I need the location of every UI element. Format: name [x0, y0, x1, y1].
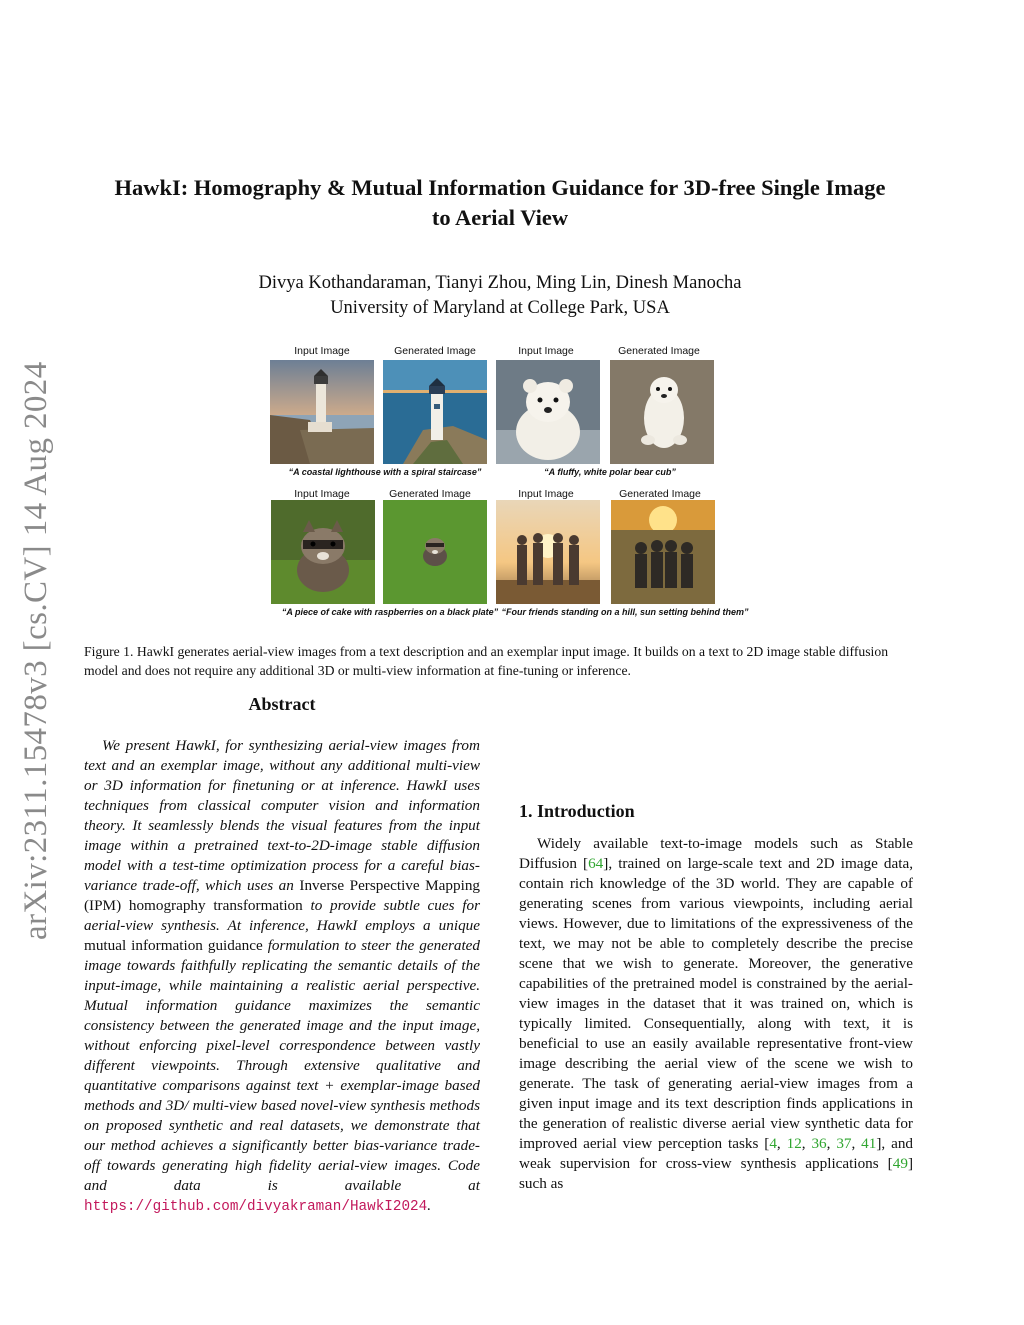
label-input-image: Input Image: [294, 488, 350, 500]
title-line-1: HawkI: Homography & Mutual Information Guidance for 3D-free Single Image: [114, 175, 886, 200]
code-link[interactable]: https://github.com/divyakraman/HawkI2024: [84, 1199, 428, 1215]
citation-link[interactable]: 64: [588, 855, 604, 872]
intro-text-4: ] such as: [519, 1155, 913, 1192]
label-generated-image: Generated Image: [389, 488, 471, 500]
intro-text-3: ], and weak supervision for cross-view synthesis applications [: [519, 1135, 914, 1172]
abstract-ipm-term: Inverse Perspective Mapping (IPM) homography transformation: [84, 877, 481, 914]
label-input-image: Input Image: [294, 345, 350, 357]
label-generated-image: Generated Image: [394, 345, 476, 357]
citation-link[interactable]: 12: [786, 1135, 802, 1152]
introduction-body: Widely available text-to-image models such as Stable Diffusion [64], trained on large-scale text and 2D image data, contain rich knowledge of the 3D world. They are capable of generating scenes from various viewpoints, including aerial views. However, due to limitations of the expressiveness of the text, we may not be able to completely describe the precise scene that we wish to generate. Moreover, the generative capabilities of the pretrained model is constrained by the aerial-view images in the dataset that it was trained on, which is typically limited. Consequentially, along with text, it is beneficial to use an easily available representative front-view image describing the aerial view of the scene we wish to generate. The task of generating aerial-view images from a given input image and its text description finds applications in the generation of realistic diverse aerial view synthetic data for improved aerial view perception tasks [4, 12, 36, 37, 41], and weak supervision for cross-view synthesis applications [49] such as: [519, 835, 914, 1192]
citation-link[interactable]: 4: [769, 1135, 777, 1152]
introduction-heading: 1. Introduction: [519, 801, 635, 821]
raccoon-input-image: [271, 500, 375, 604]
abstract-mi-term: mutual information guidance: [84, 937, 263, 954]
lighthouse-generated-image: [383, 360, 487, 464]
friends-generated-image: [611, 500, 715, 604]
arxiv-identifier: arXiv:2311.15478v3 [cs.CV] 14 Aug 2024: [18, 361, 54, 940]
figure-caption: Figure 1. HawkI generates aerial-view images from a text description and an exemplar input image. It builds on a text to 2D image stable diffusion model and does not require any additional 3D or multi-view information at fine-tuning or inference.: [84, 644, 889, 678]
affiliation: University of Maryland at College Park, USA: [330, 298, 670, 318]
label-input-image: Input Image: [518, 345, 574, 357]
prompt-polar-bear: “A fluffy, white polar bear cub”: [544, 467, 676, 477]
authors: Divya Kothandaraman, Tianyi Zhou, Ming Lin, Dinesh Manocha: [258, 273, 742, 293]
friends-input-image: [496, 500, 600, 604]
abstract-heading: Abstract: [248, 694, 316, 714]
abstract-text-2: to provide subtle cues for aerial-view synthesis. At inference, HawkI employs a unique: [84, 897, 480, 934]
prompt-cake: “A piece of cake with raspberries on a black plate”: [281, 607, 499, 617]
citation-link[interactable]: 37: [836, 1135, 852, 1152]
citation-link[interactable]: 49: [892, 1155, 908, 1172]
label-generated-image: Generated Image: [619, 488, 701, 500]
polar-bear-input-image: [496, 360, 600, 464]
abstract-text-1: We present HawkI, for synthesizing aerial-view images from text and an exemplar image, without any additional multi-view or 3D information for finetuning or at inference. HawkI uses techniques from classical computer vision and information theory. It seamlessly blends the visual features from the input image within a pretrained text-to-2D-image stable diffusion model with a test-time optimization process for a careful bias-variance trade-off, which uses an: [84, 737, 480, 894]
author-block: [80, 271, 920, 321]
abstract-body: [84, 736, 480, 1217]
raccoon-generated-image: [383, 500, 487, 604]
prompt-friends: “Four friends standing on a hill, sun setting behind them”: [501, 607, 749, 617]
abstract-end: .: [427, 1197, 431, 1214]
lighthouse-input-image: [270, 360, 374, 464]
label-input-image: Input Image: [518, 488, 574, 500]
title-line-2: to Aerial View: [431, 205, 569, 230]
abstract-text-3: formulation to steer the generated image towards faithfully replicating the semantic details of the input-image, while maintaining a realistic aerial perspective. Mutual information guidance maximizes the semantic consistency between the generated image and the input image, without enforcing pixel-level correspondence between vastly different viewpoints. Through extensive qualitative and quantitative comparisons against text + exemplar-image based methods and 3D/ multi-view based novel-view synthesis methods on proposed synthetic and real datasets, we demonstrate that our method achieves a significantly better bias-variance trade-off towards generating high fidelity aerial-view images. Code and data is available at: [84, 937, 481, 1194]
polar-bear-generated-image: [610, 360, 714, 464]
intro-text-2: ], trained on large-scale text and 2D image data, contain rich knowledge of the 3D world. They are capable of generating scenes from various viewpoints, including aerial views. However, due to limitations of the expressiveness of the text, we may not be able to completely describe the precise scene that we wish to generate. Moreover, the generative capabilities of the pretrained model is constrained by the aerial-view images in the dataset that it was trained on, which is typically limited. Consequentially, along with text, it is beneficial to use an easily available representative front-view image describing the aerial view of the scene we wish to generate. The task of generating aerial-view images from a given input image and its text description finds applications in the generation of realistic diverse aerial view synthetic data for improved aerial view perception tasks [: [519, 855, 913, 1152]
citation-link[interactable]: 41: [861, 1135, 877, 1152]
intro-text-1: Widely available text-to-image models such as Stable Diffusion [: [519, 835, 913, 872]
label-generated-image: Generated Image: [618, 345, 700, 357]
citation-link[interactable]: 36: [811, 1135, 827, 1152]
paper-title: [80, 173, 920, 233]
prompt-lighthouse: “A coastal lighthouse with a spiral staircase”: [288, 467, 482, 477]
